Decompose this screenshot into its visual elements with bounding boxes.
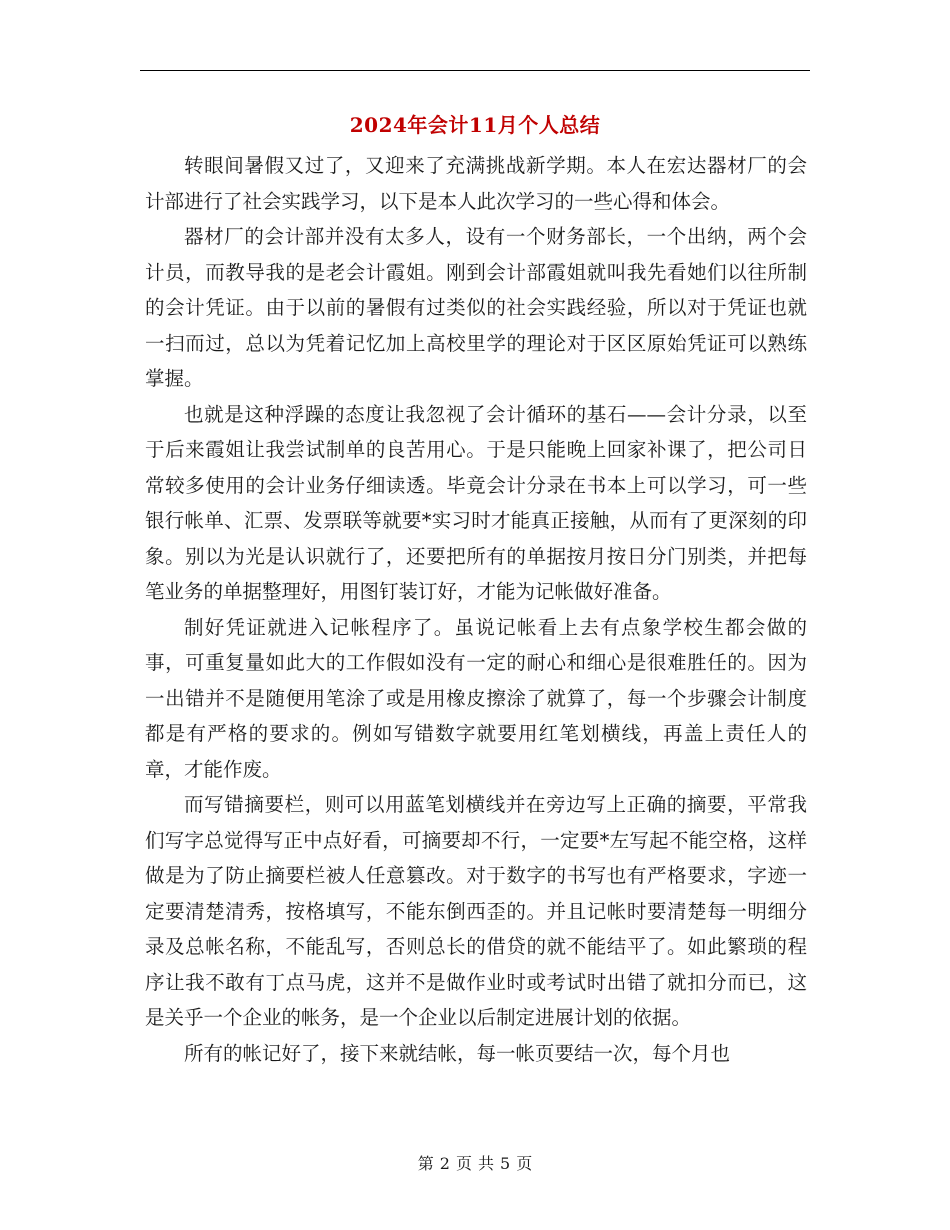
paragraph: 器材厂的会计部并没有太多人，设有一个财务部长，一个出纳，两个会计员，而教导我的是老会计霞姐。刚到会计部霞姐就叫我先看她们以往所制的会计凭证。由于以前的暑假有过类似的社会实践经验，所以对于凭证也就一扫而过，总以为凭着记忆加上高校里学的理论对于区区原始凭证可以熟练掌握。 bbox=[145, 225, 807, 390]
current-page-number: 2 bbox=[439, 1154, 450, 1173]
paragraph: 制好凭证就进入记帐程序了。虽说记帐看上去有点象学校生都会做的事，可重复量如此大的工作假如没有一定的耐心和细心是很难胜任的。因为一出错并不是随便用笔涂了或是用橡皮擦涂了就算了，每一个步骤会计制度都是有严格的要求的。例如写错数字就要用红笔划横线，再盖上责任人的章，才能作废。 bbox=[145, 615, 807, 781]
paragraph: 而写错摘要栏，则可以用蓝笔划横线并在旁边写上正确的摘要，平常我们写字总觉得写正中点好看，可摘要却不行，一定要*左写起不能空格，这样做是为了防止摘要栏被人任意篡改。对于数字的书写也有严格要求，字迹一定要清楚清秀，按格填写，不能东倒西歪的。并且记帐时要清楚每一明细分录及总帐名称，不能乱写，否则总长的借贷的就不能结平了。如此繁琐的程序让我不敢有丁点马虎，这并不是做作业时或考试时出错了就扣分而已，这是关乎一个企业的帐务，是一个企业以后制定进展计划的依据。 bbox=[145, 793, 807, 1029]
header-rule bbox=[140, 70, 810, 71]
total-pages-number: 5 bbox=[500, 1154, 511, 1173]
paragraph: 所有的帐记好了，接下来就结帐，每一帐页要结一次，每个月也 bbox=[184, 1041, 731, 1065]
page-footer bbox=[140, 1152, 810, 1176]
document-body bbox=[145, 148, 807, 1071]
paragraph: 转眼间暑假又过了，又迎来了充满挑战新学期。本人在宏达器材厂的会计部进行了社会实践学习，以下是本人此次学习的一些心得和体会。 bbox=[145, 154, 807, 213]
page-label-unit: 页 bbox=[455, 1154, 472, 1173]
paragraph: 也就是这种浮躁的态度让我忽视了会计循环的基石——会计分录，以至于后来霞姐让我尝试制单的良苦用心。于是只能晚上回家补课了，把公司日常较多使用的会计业务仔细读透。毕竟会计分录在书本上可以学习，可一些银行帐单、汇票、发票联等就要*实习时才能真正接触，从而有了更深刻的印象。别以为光是认识就行了，还要把所有的单据按月按日分门别类，并把每笔业务的单据整理好，用图钉装订好，才能为记帐做好准备。 bbox=[145, 402, 807, 603]
document-title: 2024年会计11月个人总结 bbox=[349, 113, 601, 137]
page-label-prefix: 第 bbox=[417, 1154, 434, 1173]
total-unit: 页 bbox=[516, 1154, 533, 1173]
total-label: 共 bbox=[478, 1154, 495, 1173]
